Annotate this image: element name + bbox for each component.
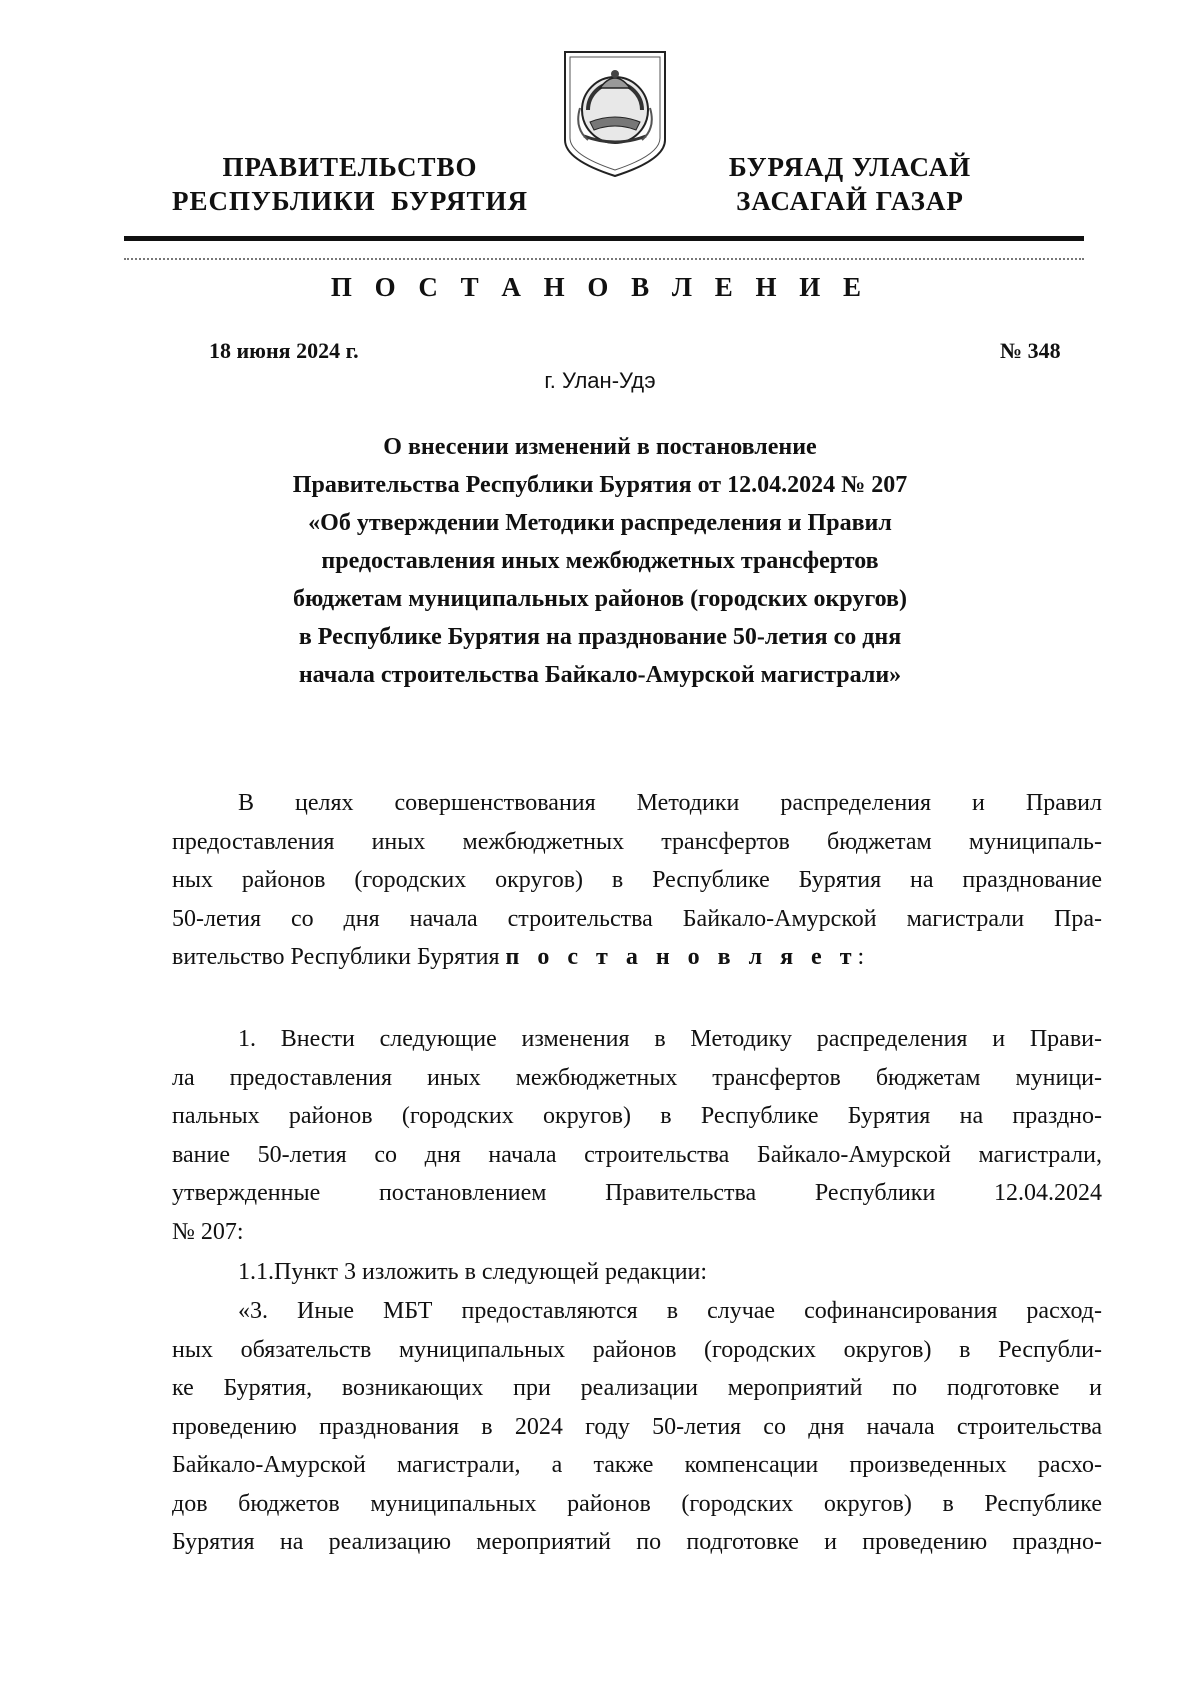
body-line: ла предоставления иных межбюджетных трансфертов бюджетам муници- [172, 1064, 1102, 1091]
title-line: О внесении изменений в постановление [383, 434, 817, 460]
body-line: ке Бурятия, возникающих при реализации мероприятий по подготовке и [172, 1375, 1102, 1401]
title-line: Правительства Республики Бурятия от 12.04.2024 № 207 [292, 472, 908, 498]
body-line: предоставления иных межбюджетных трансфертов бюджетам муниципаль- [172, 828, 1102, 855]
body-line-last [172, 938, 1102, 977]
government-name-russian [150, 150, 550, 218]
header-left-line2: РЕСПУБЛИКИ БУРЯТИЯ [171, 186, 529, 216]
header-divider-thin [124, 258, 1084, 260]
government-name-buryat [700, 150, 1000, 218]
coat-of-arms-emblem [560, 48, 670, 180]
document-city: г. Улан-Удэ [544, 368, 656, 393]
body-line: ных обязательств муниципальных районов (городских округов) в Республи- [172, 1336, 1102, 1363]
document-title [200, 428, 1000, 694]
body-line: Байкало-Амурской магистрали, а также компенсации произведенных расхо- [172, 1452, 1102, 1478]
body-line: № 207: [172, 1218, 244, 1245]
document-type: П О С Т А Н О В Л Е Н И Е [330, 272, 870, 302]
title-line: бюджетам муниципальных районов (городских округов) [293, 586, 907, 612]
body-line: пальных районов (городских округов) в Республике Бурятия на праздно- [172, 1103, 1102, 1129]
header-right-line1: БУРЯАД УЛАСАЙ [728, 152, 972, 182]
title-line: «Об утверждении Методики распределения и Правил [308, 510, 892, 536]
preamble-colon: : [857, 944, 865, 970]
document-number: № 348 [1000, 338, 1061, 363]
header-divider-thick [124, 236, 1084, 241]
preamble-paragraph [172, 784, 1102, 977]
document-date: 18 июня 2024 г. [209, 338, 359, 363]
header-left-line1: ПРАВИТЕЛЬСТВО [222, 152, 478, 182]
body-line: В целях совершенствования Методики распределения и Правил [238, 790, 1102, 816]
item-1-paragraph [172, 1020, 1102, 1251]
title-line: предоставления иных межбюджетных трансфертов [321, 548, 879, 574]
item-1-1-paragraph [172, 1253, 1102, 1292]
title-line: начала строительства Байкало-Амурской магистрали» [298, 662, 902, 688]
body-line: Бурятия на реализацию мероприятий по подготовке и проведению праздно- [172, 1529, 1102, 1555]
title-line: в Республике Бурятия на празднование 50-летия со дня [298, 624, 902, 650]
body-line: утвержденные постановлением Правительства Республики 12.04.2024 [172, 1180, 1102, 1206]
coat-of-arms-icon [560, 48, 670, 180]
body-line: 1.1.Пункт 3 изложить в следующей редакции: [238, 1259, 708, 1285]
point-3-paragraph [172, 1292, 1102, 1562]
body-line-text: вительство Республики Бурятия [172, 944, 500, 970]
body-line: дов бюджетов муниципальных районов (городских округов) в Республике [172, 1490, 1102, 1517]
body-line: ных районов (городских округов) в Республике Бурятия на празднование [172, 867, 1102, 893]
body-line: 1. Внести следующие изменения в Методику распределения и Прави- [238, 1026, 1102, 1052]
resolves-keyword: п о с т а н о в л я е т [505, 944, 858, 970]
body-line: 50-летия со дня начала строительства Байкало-Амурской магистрали Пра- [172, 905, 1102, 932]
header-right-line2: ЗАСАГАЙ ГАЗАР [736, 186, 964, 216]
body-line: «3. Иные МБТ предоставляются в случае софинансирования расход- [238, 1298, 1102, 1324]
body-line: вание 50-летия со дня начала строительства Байкало-Амурской магистрали, [172, 1141, 1102, 1168]
body-line: проведению празднования в 2024 году 50-летия со дня начала строительства [172, 1413, 1102, 1440]
